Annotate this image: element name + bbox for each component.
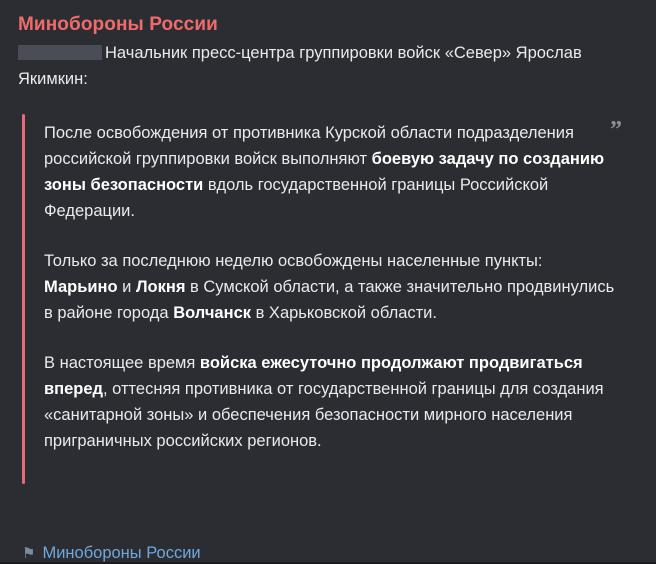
quote-text: , оттесняя противника от государственной границы для создания «санитарной зоны» и обеспечения безопасности мирного населения приграничных российских регионов. — [44, 380, 604, 450]
pin-icon: ⚑ — [22, 544, 36, 562]
post-footer[interactable] — [22, 542, 201, 564]
quote-paragraph — [44, 248, 618, 326]
post-intro — [18, 40, 640, 92]
redacted-block — [18, 45, 102, 60]
quote-text: в Сумской области, а также значительно продвинулись в районе города — [44, 278, 615, 322]
quote-emphasis: боевую задачу по созданию зоны безопасности — [44, 150, 605, 194]
quote-text: После освобождения от противника Курской области подразделения российской группировки войск выполняют — [44, 124, 574, 168]
quote-mark-icon: ” — [610, 117, 622, 143]
quote-block — [22, 114, 640, 460]
quote-emphasis: войска ежесуточно продолжают продвигаться вперед — [44, 354, 583, 398]
channel-link[interactable]: Минобороны России — [42, 544, 201, 562]
quote-text: в Харьковской области. — [251, 304, 437, 322]
quote-emphasis: Марьино — [44, 278, 118, 296]
quote-paragraph — [44, 350, 618, 454]
quote-text: В настоящее время — [44, 354, 200, 372]
quote-text: и — [117, 278, 136, 296]
quote-accent-bar — [22, 114, 25, 484]
quote-body — [44, 120, 618, 454]
post-intro-text: Начальник пресс-центра группировки войск «Север» Ярослав Якимкин: — [18, 44, 582, 88]
quote-text: Только за последнюю неделю освобождены населенные пункты: — [44, 252, 543, 270]
quote-text: вдоль государственной границы Российской Федерации. — [44, 176, 549, 220]
quote-emphasis: Волчанск — [173, 304, 251, 322]
quote-emphasis: Локня — [135, 278, 186, 296]
quote-paragraph — [44, 120, 618, 224]
channel-title: Минобороны России — [18, 14, 218, 35]
